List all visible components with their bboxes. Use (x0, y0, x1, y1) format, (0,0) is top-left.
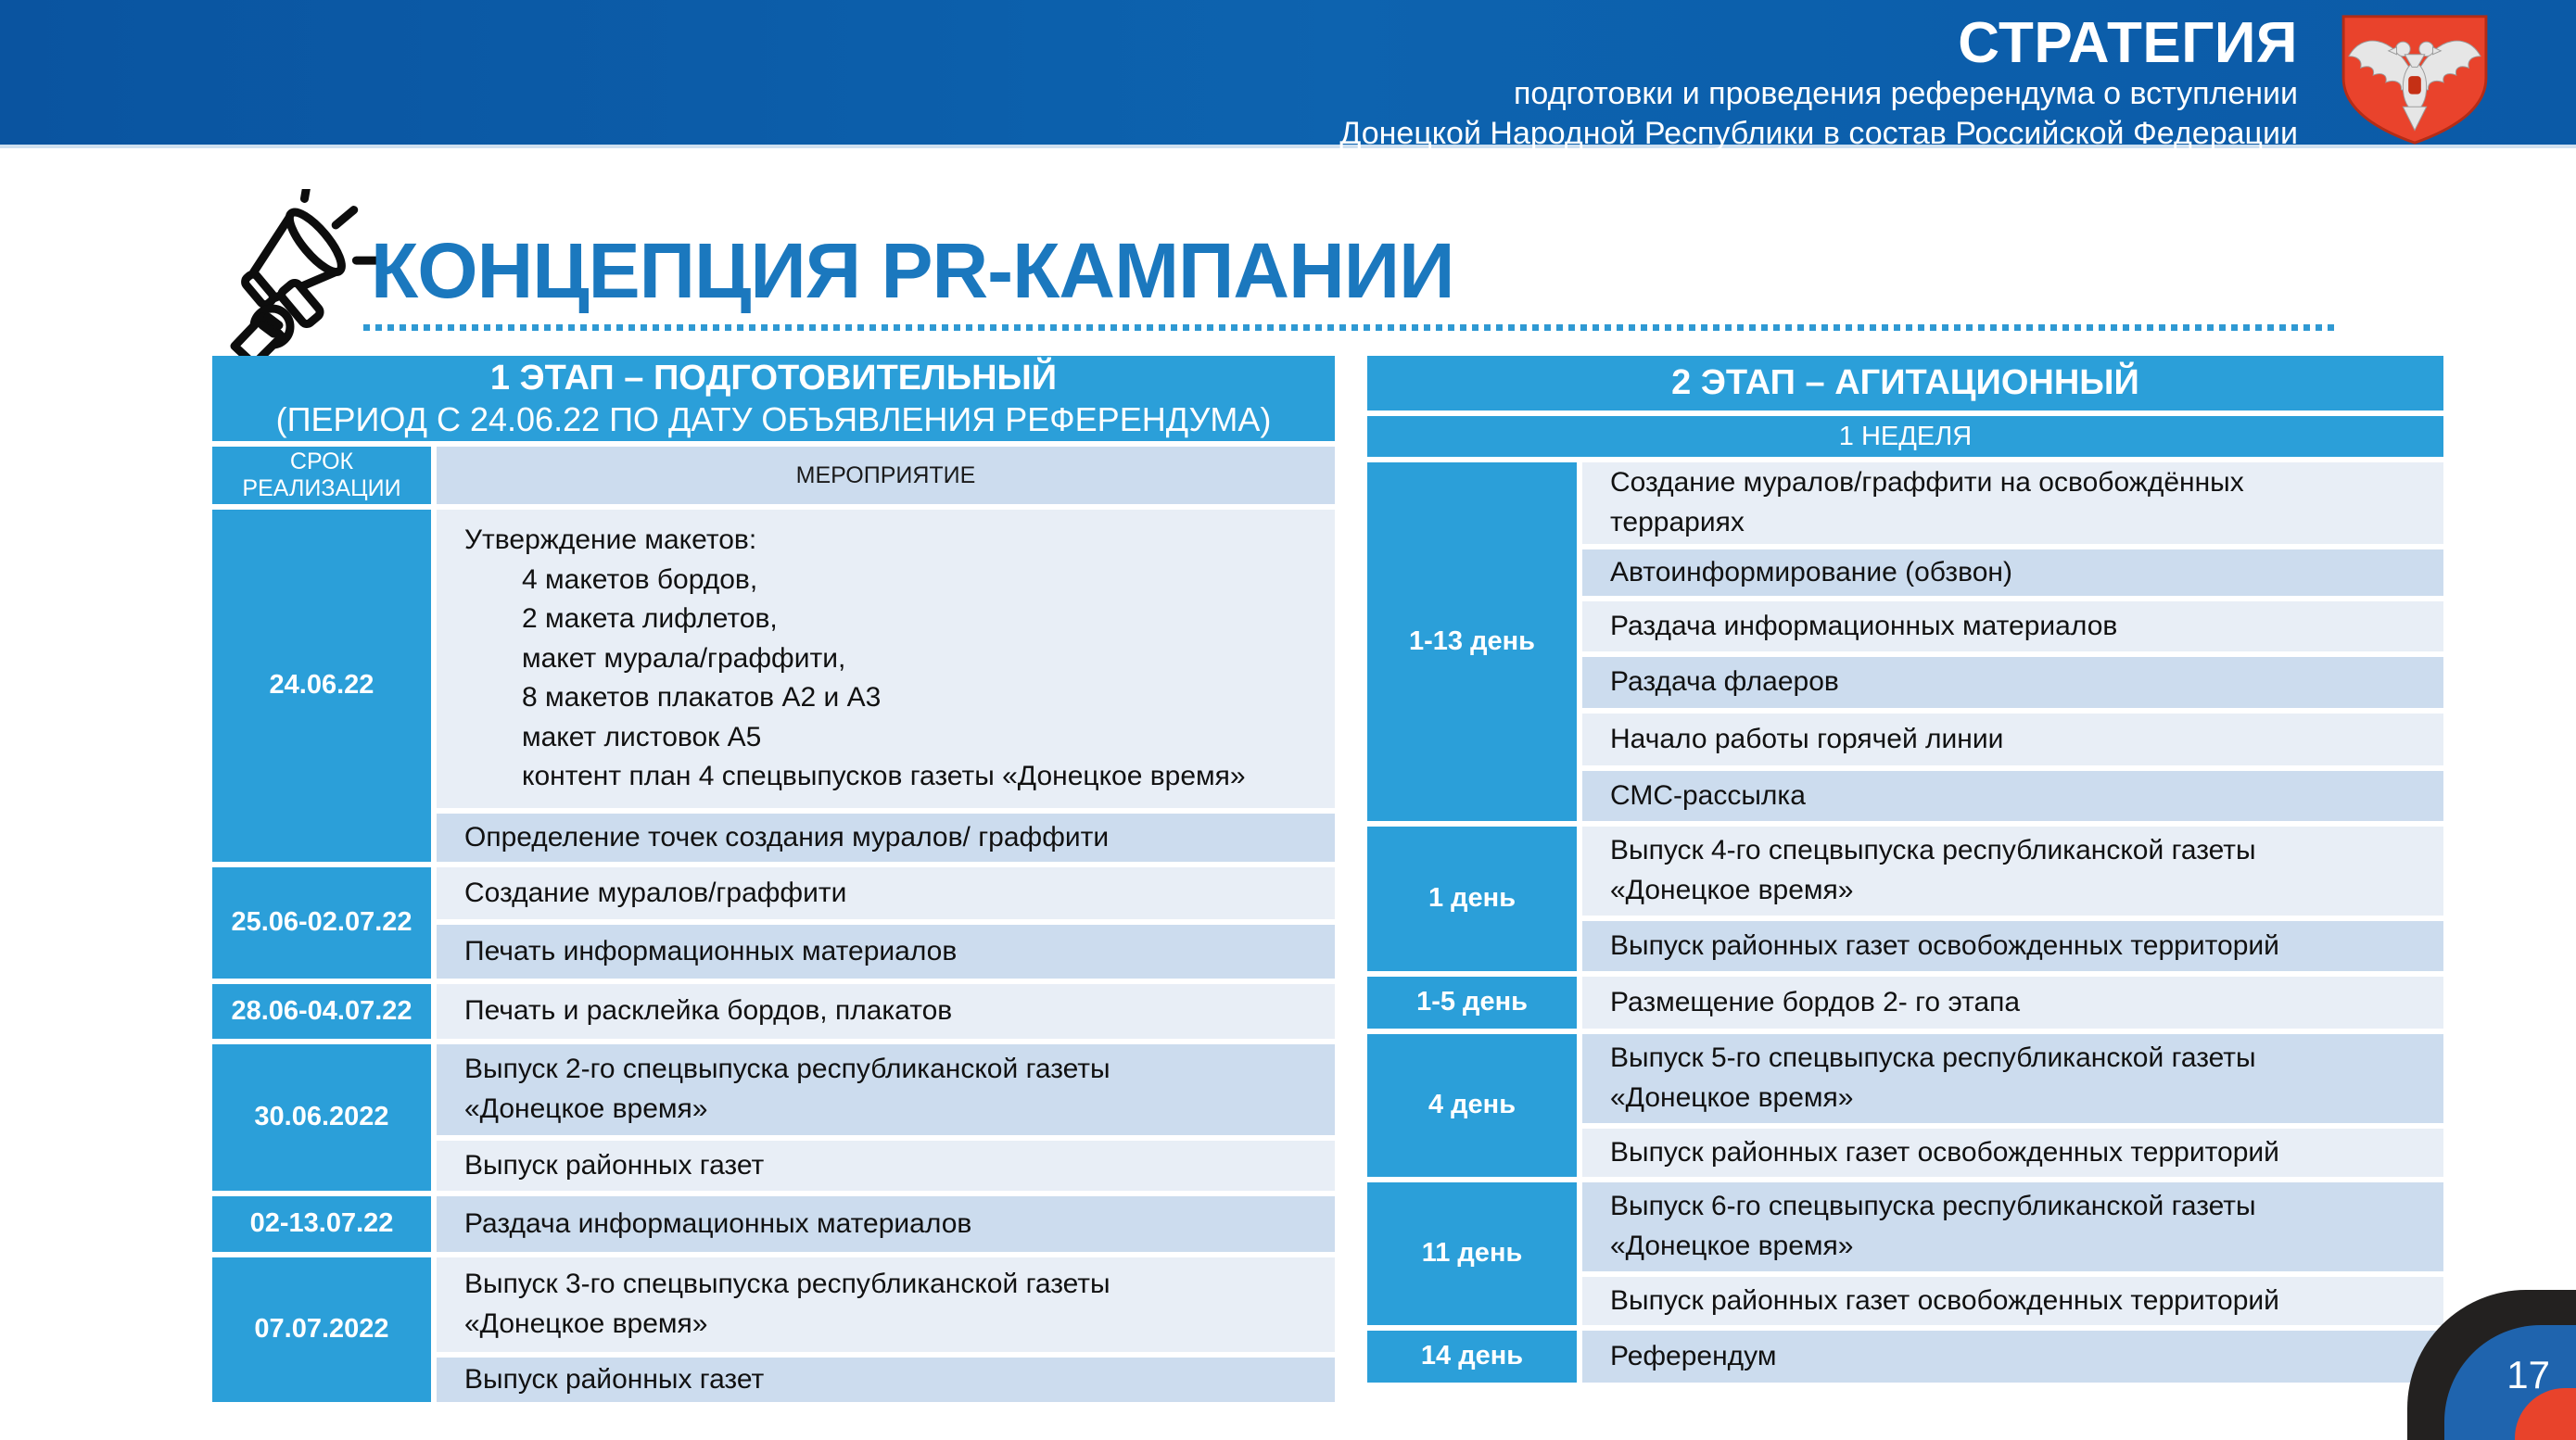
stage2-activity-cell: Раздача информационных материалов (1582, 601, 2443, 651)
stage1-activity-cell: Выпуск районных газет (437, 1358, 1335, 1402)
stage1-title-line2: (ПЕРИОД С 24.06.22 ПО ДАТУ ОБЪЯВЛЕНИЯ РЕФЕРЕНДУМА) (275, 399, 1272, 438)
stage2-date-cell: 1-5 день (1367, 977, 1577, 1029)
stage1-title-line1: 1 ЭТАП – ПОДГОТОВИТЕЛЬНЫЙ (489, 358, 1058, 398)
stage2-activity-cell: Начало работы горячей линии (1582, 714, 2443, 765)
stage1-date-cell: 02-13.07.22 (212, 1196, 431, 1252)
dnr-coat-of-arms-icon (2335, 11, 2494, 148)
stage2-week-band: 1 НЕДЕЛЯ (1367, 416, 2443, 457)
stage2-activity-cell: Выпуск 5-го спецвыпуска республиканской газеты «Донецкое время» (1582, 1034, 2443, 1123)
stage2-date-cell: 11 день (1367, 1182, 1577, 1325)
stage2-activity-cell: Раздача флаеров (1582, 657, 2443, 708)
stage2-activity-cell: Автоинформирование (обзвон) (1582, 549, 2443, 596)
strategy-title: СТРАТЕГИЯ (1958, 11, 2298, 75)
stage1-activity-cell: Определение точек создания муралов/ граффити (437, 814, 1335, 862)
stage1-activity-cell: Утверждение макетов: 4 макетов бордов, 2 макета лифлетов, макет мурала/граффити, 8 макетов плакатов А2 и А3 макет листовок А5 контент план 4 спецвыпусков газеты «Донецкое время» (437, 510, 1335, 808)
stage1-date-cell: 24.06.22 (212, 510, 431, 862)
banner-text-block (1339, 13, 2298, 154)
stage2-activity-cell: Выпуск 4-го спецвыпуска республиканской газеты «Донецкое время» (1582, 827, 2443, 916)
stage2-activity-cell: Выпуск районных газет освобожденных территорий (1582, 1129, 2443, 1177)
stage1-activity-cell: Печать информационных материалов (437, 925, 1335, 979)
stage2-date-cell: 1-13 день (1367, 462, 1577, 821)
stage2-activity-cell: Референдум (1582, 1331, 2443, 1383)
page-number: 17 (2506, 1353, 2550, 1396)
stage1-col-header-period: СРОК РЕАЛИЗАЦИИ (212, 447, 431, 504)
stage2-date-cell: 4 день (1367, 1034, 1577, 1177)
stage1-col-header-activity: МЕРОПРИЯТИЕ (437, 447, 1335, 504)
stage2-activity-cell: Выпуск районных газет освобожденных территорий (1582, 921, 2443, 971)
stage1-activity-cell: Печать и расклейка бордов, плакатов (437, 984, 1335, 1039)
megaphone-icon (202, 189, 378, 370)
title-dotted-divider (363, 324, 2336, 331)
stage1-date-cell: 28.06-04.07.22 (212, 984, 431, 1039)
stage2-activity-cell: Размещение бордов 2- го этапа (1582, 977, 2443, 1029)
stage2-activity-cell: Выпуск районных газет освобожденных территорий (1582, 1277, 2443, 1325)
stage2-activity-cell: Выпуск 6-го спецвыпуска республиканской газеты «Донецкое время» (1582, 1182, 2443, 1271)
stage2-activity-cell: СМС-рассылка (1582, 771, 2443, 821)
stage2-activity-cell: Создание муралов/граффити на освобождённых террариях (1582, 462, 2443, 544)
stage1-table (212, 356, 1335, 1402)
stage1-activity-cell: Выпуск 3-го спецвыпуска республиканской газеты «Донецкое время» (437, 1257, 1335, 1352)
stage2-table-title: 2 ЭТАП – АГИТАЦИОННЫЙ (1367, 356, 2443, 411)
stage1-activity-cell: Раздача информационных материалов (437, 1196, 1335, 1252)
stage2-date-cell: 1 день (1367, 827, 1577, 971)
stage1-activity-cell: Выпуск районных газет (437, 1141, 1335, 1191)
page-title: КОНЦЕПЦИЯ PR-КАМПАНИИ (371, 227, 1454, 314)
stage2-table (1367, 356, 2443, 1383)
stage1-date-cell: 07.07.2022 (212, 1257, 431, 1402)
stage1-activity-cell: Выпуск 2-го спецвыпуска республиканской газеты «Донецкое время» (437, 1044, 1335, 1135)
stage1-date-cell: 25.06-02.07.22 (212, 867, 431, 979)
stage1-table-title (212, 356, 1335, 441)
top-banner (0, 0, 2576, 151)
strategy-subtitle-line1: подготовки и проведения референдума о вступлении (1514, 76, 2298, 111)
stage1-date-cell: 30.06.2022 (212, 1044, 431, 1191)
stage2-date-cell: 14 день (1367, 1331, 1577, 1383)
stage1-activity-cell: Создание муралов/граффити (437, 867, 1335, 919)
strategy-subtitle-line2: Донецкой Народной Республики в состав Российской Федерации (1339, 116, 2298, 151)
